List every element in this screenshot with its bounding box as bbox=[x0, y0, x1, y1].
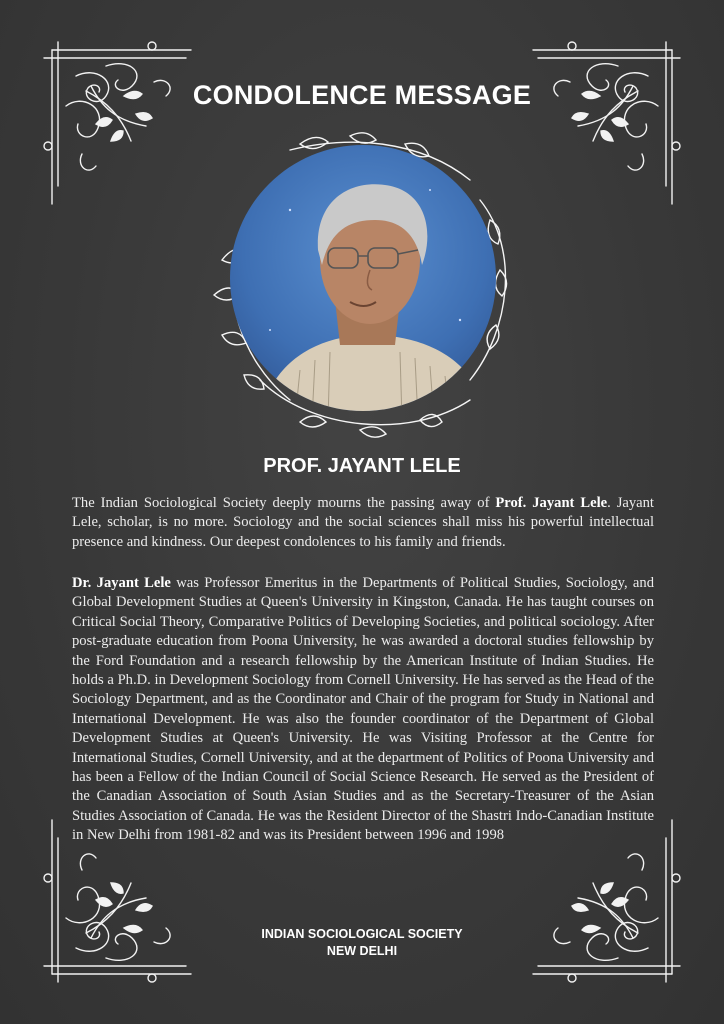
biography-paragraph: Dr. Jayant Lele was Professor Emeritus in the Departments of Political Studies, Sociology, and Global Development Studies at Queen's University in Kingston, Canada. He has taught courses on Critical Social Theory, Comparative Politics of Developing Societies, and political sociology. After post-graduate education from Poona University, he was awarded a doctoral studies fellowship by the Ford Foundation and a research fellowship by the American Institute of Indian Studies. He holds a Ph.D. in Development Sociology from Cornell University. He has served as the Head of the Sociology Department, and as the Coordinator and Chair of the program for Study in National and International Development. He was also the founder coordinator of the Department of Global Development Studies at Queen's University. He was Visiting Professor at the Centre for International Studies, Cornell University, and at the department of Politics of Poona University and has been a Fellow of the Indian Council of Social Science Research. He served as the President of the Canadian Association of South Asian Studies and as the Secretary-Treasurer of the Asian Studies Association of Canada. He was the Resident Director of the Shastri Indo-Canadian Institute in New Delhi from 1981-82 and was its President between 1996 and 1998 bbox=[72, 575, 654, 844]
footer-signature bbox=[0, 926, 724, 960]
corner-ornament-top-left bbox=[36, 36, 206, 206]
person-name: PROF. JAYANT LELE bbox=[263, 455, 461, 477]
corner-ornament-top-right bbox=[518, 36, 688, 206]
condolence-paragraph: The Indian Sociological Society deeply mourns the passing away of Prof. Jayant Lele. Jayant Lele, scholar, is no more. Sociology and the social sciences shall miss his powerful intellectual presence and kindness. Our deepest condolences to his family and friends. bbox=[72, 495, 654, 550]
footer-city: NEW DELHI bbox=[326, 944, 398, 958]
footer-org: INDIAN SOCIOLOGICAL SOCIETY bbox=[261, 927, 463, 941]
portrait-frame bbox=[200, 130, 524, 440]
portrait-photo bbox=[220, 140, 510, 420]
page-title: CONDOLENCE MESSAGE bbox=[192, 80, 532, 110]
